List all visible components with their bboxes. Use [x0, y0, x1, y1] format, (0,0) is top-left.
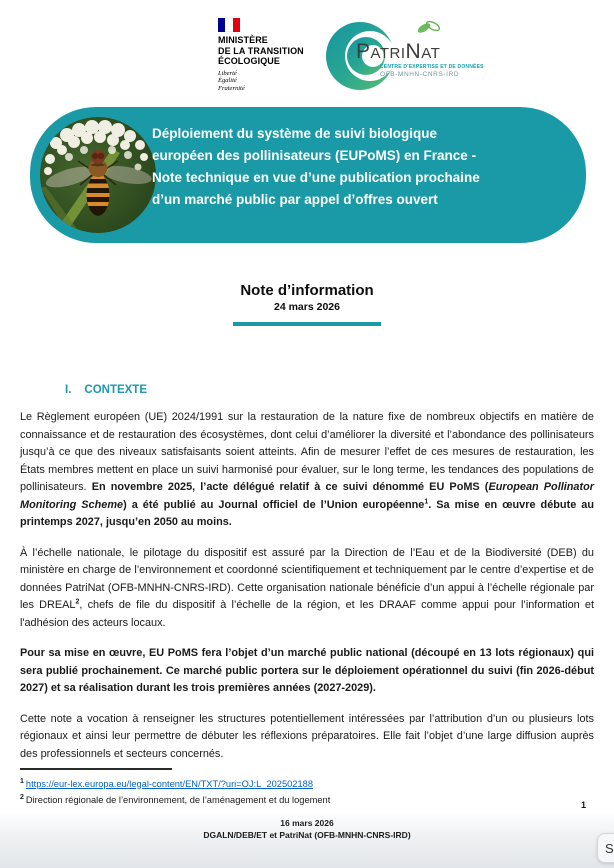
paragraph-3: Pour sa mise en œuvre, EU PoMS fera l’objet d’un marché public national (découpé en 13 lots régionaux) qui sera publié prochainement. Ce marché public portera sur le déploiement opérationnel du suivi (fin 2026-début 2027) et sa réalisation durant les trois premières années (2027-2029).	[20, 647, 594, 694]
document-body	[20, 409, 594, 776]
footnote-1: $^1$ https://eur-lex.europa.eu/legal-content/EN/TXT/?uri=OJ:L_202502188	[20, 777, 313, 789]
page-footer	[0, 812, 614, 868]
ministry-name	[218, 35, 328, 67]
ministry-name-line: ÉCOLOGIQUE	[218, 56, 281, 66]
footnotes	[20, 768, 594, 807]
paragraph-2: À l’échelle nationale, le pilotage du dispositif est assuré par la Direction de l’Eau et de la Biodiversité (DEB) du ministère en charge de l’environnement et coordonné scientifiquement et techniquement par le centre d’expertise et de données PatriNat (OFB-MNHN-CNRS-IRD). Cette organisation nationale bénéficie d’un appui à l’échelle régionale par les DREAL$^2$, chefs de file du dispositif à l’échelle de la région, et les DRAAF comme appui pour l’information et l'adhésion des acteurs locaux.	[20, 546, 594, 629]
footnote-ref-1: 1	[424, 497, 429, 505]
document-title-line: d’un marché public par appel d’offres ouvert	[152, 192, 438, 207]
paragraph-4: Cette note a vocation à renseigner les structures potentiellement intéressées par l’attribution d’un ou plusieurs lots régionaux et ainsi leur permettre de débuter les réflexions préparatoires. Elle fait l’objet d’une large diffusion auprès des professionnels et secteurs concernés.	[20, 712, 594, 760]
hoverfly-photo	[40, 117, 156, 233]
section-number: I.	[65, 384, 72, 396]
section-title: CONTEXTE	[84, 384, 148, 396]
ministry-name-line: DE LA TRANSITION	[218, 45, 304, 56]
footnote-2: $^2$ Direction régionale de l’environnement, de l’aménagement et du logement	[20, 793, 331, 805]
hoverfly-illustration-icon	[40, 117, 156, 233]
note-title: Note d’information	[240, 282, 374, 299]
patrinat-caption-1: CENTRE D’EXPERTISE ET DE DONNÉES	[380, 64, 484, 70]
title-banner	[30, 107, 586, 243]
header-logos	[0, 14, 614, 106]
patrinat-leaf-icon	[416, 20, 441, 35]
teal-divider	[233, 322, 381, 326]
eur-lex-link[interactable]: https://eur-lex.europa.eu/legal-content/EN/TXT/?uri=OJ:L_202502188	[25, 778, 313, 789]
note-header	[0, 282, 614, 326]
page-number: 1	[580, 800, 586, 810]
france-flag-icon	[218, 18, 240, 32]
footnote-divider	[20, 768, 172, 770]
section-heading-contexte	[65, 384, 147, 396]
footer-date: 16 mars 2026	[280, 818, 334, 828]
patrinat-caption-2: OFB-MNHN-CNRS-IRD	[380, 71, 460, 78]
ministry-name-line: MINISTÈRE	[218, 35, 268, 45]
patrinat-logo	[324, 14, 484, 100]
ministry-motto: Liberté Égalité Fraternité	[218, 69, 245, 92]
document-title	[152, 123, 576, 211]
note-date: 24 mars 2026	[274, 301, 340, 313]
ministry-logo	[218, 18, 328, 92]
footer-attribution: DGALN/DEB/ET et PatriNat (OFB-MNHN-CNRS-IRD)	[203, 830, 411, 840]
footnote-ref-2: 2	[75, 598, 80, 606]
paragraph-1: Le Règlement européen (UE) 2024/1991 sur la restauration de la nature fixe de nombreux objectifs en matière de connaissance et de restauration des écosystèmes, dont celui d’améliorer la diversité et l’abondance des pollinisateurs jusqu’à ce que des niveaux satisfaisants soient atteints. Afin de mesurer l’effet de ces mesures de restauration, les États membres mettent en place un suivi harmonisé pour évaluer, sur le long terme, les tendances des populations de pollinisateurs. En novembre 2025, l’acte délégué relatif à ce suivi dénommé EU PoMS (European Pollinator Monitoring Scheme) a été publié au Journal officiel de l’Union européenne$^1$. Sa mise en œuvre débute au printemps 2027, jusqu’en 2050 au moins.	[20, 411, 594, 528]
document-title-line: Note technique en vue d’une publication prochaine	[152, 170, 480, 185]
document-title-line: Déploiement du système de suivi biologique	[152, 126, 438, 141]
patrinat-wordmark: PatriNat	[356, 40, 441, 63]
document-title-line: européen des pollinisateurs (EUPoMS) en France -	[152, 148, 477, 163]
floating-s-button[interactable]: S	[597, 833, 614, 863]
